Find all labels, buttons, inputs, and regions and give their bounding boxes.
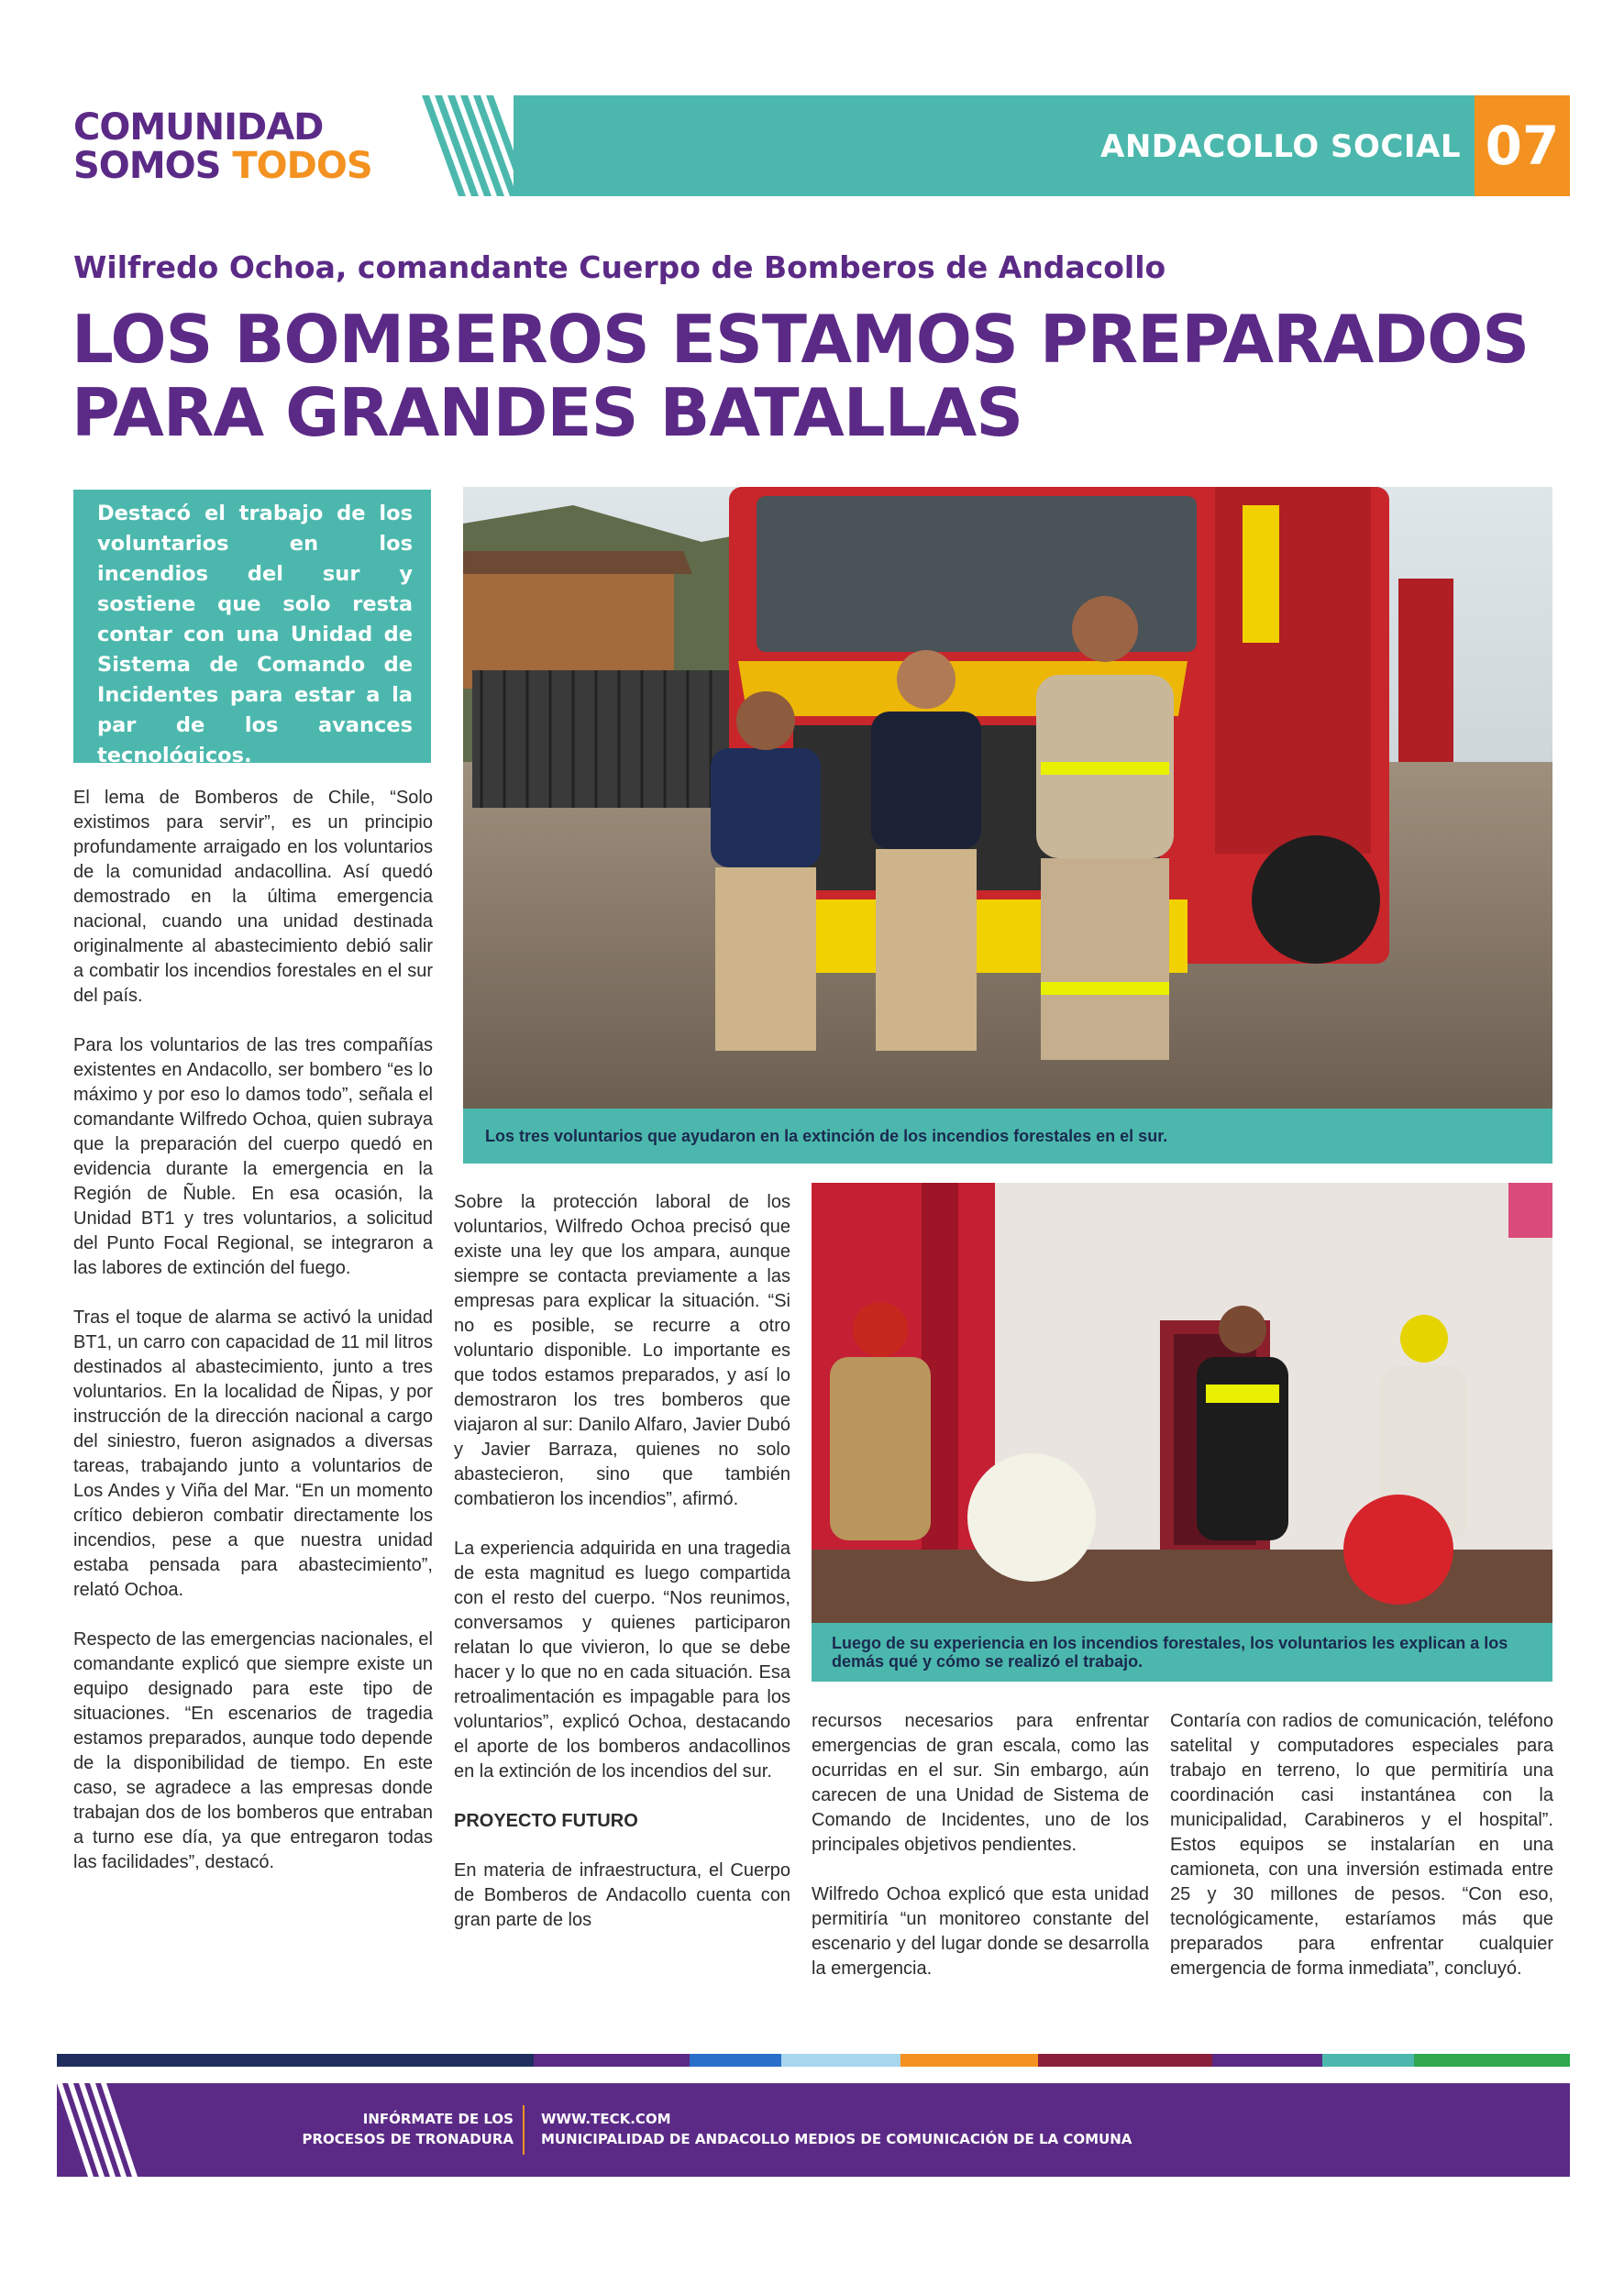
lead-text: Destacó el trabajo de los voluntarios en los incendios del sur y sostiene que solo resta contar con una Unidad de Sistema de Comando de Incidentes para estar a la par de los avances tecnológicos. (97, 502, 413, 767)
color-bar-segment (1322, 2054, 1414, 2067)
paragraph: La experiencia adquirida en una tragedia de esta magnitud es luego compartida con el resto del cuerpo. “Nos reunimos, conversamos y quienes participaron relatan lo que vivieron, lo que se debe hacer y lo que no en cada situación. Esa retroalimentación es impagable para los voluntarios”, explicó Ochoa, destacando el aporte de los bomberos andacollinos en la extinción de los incendios del sur. (454, 1539, 790, 1782)
footer-stripes-decoration (57, 2083, 139, 2177)
footer-left-line-2: PROCESOS DE TRONADURA (302, 2131, 514, 2147)
article-column-1 (73, 786, 433, 1875)
photo-caption-2: Luego de su experiencia en los incendios forestales, los voluntarios les explican a los demás qué y cómo se realizó el trabajo. (812, 1623, 1552, 1682)
brand-line-1: COMUNIDAD (73, 106, 324, 149)
brand-word-somos: SOMOS (73, 145, 221, 187)
article-column-2 (454, 1190, 790, 1933)
subheading-proyecto-futuro: PROYECTO FUTURO (454, 1811, 638, 1831)
paragraph: Tras el toque de alarma se activó la unidad BT1, un carro con capacidad de 11 mil litros destinados al abastecimiento, junto a tres voluntarios. En la localidad de Ñipas, y por instrucción de la dirección nacional a cargo del siniestro, fueron asignados a diversas tareas, trabajando junto a voluntarios de Los Andes y Viña del Mar. “En un momento crítico debieron combatir directamente los incendios, pese a que nuestra unidad estaba pensada para abastecimiento”, relató Ochoa. (73, 1308, 433, 1600)
color-bar-segment (57, 2054, 534, 2067)
paragraph: En materia de infraestructura, el Cuerpo de Bomberos de Andacollo cuenta con gran parte de los (454, 1860, 790, 1930)
brand-line-2 (73, 147, 372, 185)
paragraph: Wilfredo Ochoa explicó que esta unidad permitiría “un monitoreo constante del escenario y del lugar donde se desarrolla la emergencia. (812, 1884, 1149, 1979)
color-bar-segment (534, 2054, 690, 2067)
headline-line-1: LOS BOMBEROS ESTAMOS PREPARADOS (72, 301, 1530, 378)
footer-divider (523, 2105, 525, 2155)
color-bar-segment (781, 2054, 900, 2067)
color-bar-segment (1414, 2054, 1570, 2067)
color-bar-segment (690, 2054, 781, 2067)
headline-line-2: PARA GRANDES BATALLAS (72, 374, 1023, 451)
article-kicker: Wilfredo Ochoa, comandante Cuerpo de Bomberos de Andacollo (73, 249, 1166, 285)
color-bar-segment (1212, 2054, 1322, 2067)
photo-caption-1: Los tres voluntarios que ayudaron en la extinción de los incendios forestales en el sur. (463, 1109, 1552, 1164)
color-bar-segment (1038, 2054, 1212, 2067)
footer-right-text (541, 2109, 1132, 2149)
footer-organization: MUNICIPALIDAD DE ANDACOLLO MEDIOS DE COMUNICACIÓN DE LA COMUNA (541, 2131, 1132, 2147)
article-column-4 (1170, 1709, 1553, 1981)
photo-illustration (812, 1183, 1552, 1623)
page-number: 07 (1475, 95, 1570, 196)
paragraph: Respecto de las emergencias nacionales, el comandante explicó que siempre existe un equipo designado para este tipo de situaciones. “En escenarios de tragedia estamos preparados, aunque todo depende de la disponibilidad de tiempo. En este caso, se agradece a las empresas donde trabajan dos de los bomberos que entraban a turno ese día, ya que entregaron todas las facilidades”, destacó. (73, 1629, 433, 1872)
color-bar-segment (900, 2054, 1038, 2067)
photo-volunteers-briefing (812, 1183, 1552, 1623)
footer-left-text (257, 2109, 514, 2149)
lead-box (73, 490, 431, 767)
photo-firefighters-truck (463, 487, 1552, 1109)
article-headline (72, 303, 1575, 449)
footer-website-link[interactable]: WWW.TECK.COM (541, 2111, 671, 2127)
brand-logo (73, 108, 372, 185)
paragraph: El lema de Bomberos de Chile, “Solo existimos para servir”, es un principio profundamente arraigado en los voluntarios de la comunidad andacollina. Así quedó demostrado en la última emergencia nacional, cuando una unidad destinada originalmente al abastecimiento debió salir a combatir los incendios forestales en el sur del país. (73, 788, 433, 1006)
paragraph: Sobre la protección laboral de los voluntarios, Wilfredo Ochoa precisó que existe una ley que los ampara, aunque siempre se contacta previamente a las empresas para explicar la situación. “Si no es posible, se recurre a otro voluntario disponible. Lo importante es que todos estamos preparados, y así lo demostraron los tres bomberos que viajaron al sur: Danilo Alfaro, Javier Dubó y Javier Barraza, quienes no solo abastecieron, sino que también combatieron los incendios”, afirmó. (454, 1192, 790, 1509)
article-column-3 (812, 1709, 1149, 1981)
footer-left-line-1: INFÓRMATE DE LOS (362, 2111, 514, 2127)
paragraph: Contaría con radios de comunicación, teléfono satelital y computadores especiales para trabajo en terreno, lo que permitiría una coordinación casi instantánea con la municipalidad, Carabineros y el hospital”. Estos equipos se instalarían en una camioneta, con una inversión estimada entre 25 y 30 millones de pesos. “Con eso, tecnológicamente, estaríamos más que preparados para enfrentar cualquier emergencia de forma inmediata”, concluyó. (1170, 1711, 1553, 1979)
brand-word-todos: TODOS (232, 145, 372, 187)
section-title: ANDACOLLO SOCIAL (1100, 128, 1461, 165)
photo-illustration (463, 487, 1552, 1109)
paragraph: recursos necesarios para enfrentar emergencias de gran escala, como las ocurridas en el sur. Sin embargo, aún carecen de una Unidad de Sistema de Comando de Incidentes, uno de los principales objetivos pendientes. (812, 1711, 1149, 1855)
paragraph: Para los voluntarios de las tres compañías existentes en Andacollo, ser bombero “es lo máximo y por eso lo damos todo”, señala el comandante Wilfredo Ochoa, quien subraya que la preparación del cuerpo quedó en evidencia durante la emergencia en la Región de Ñuble. En esa ocasión, la Unidad BT1 y tres voluntarios, a solicitud del Punto Focal Regional, se integraron a las labores de extinción del fuego. (73, 1035, 433, 1278)
